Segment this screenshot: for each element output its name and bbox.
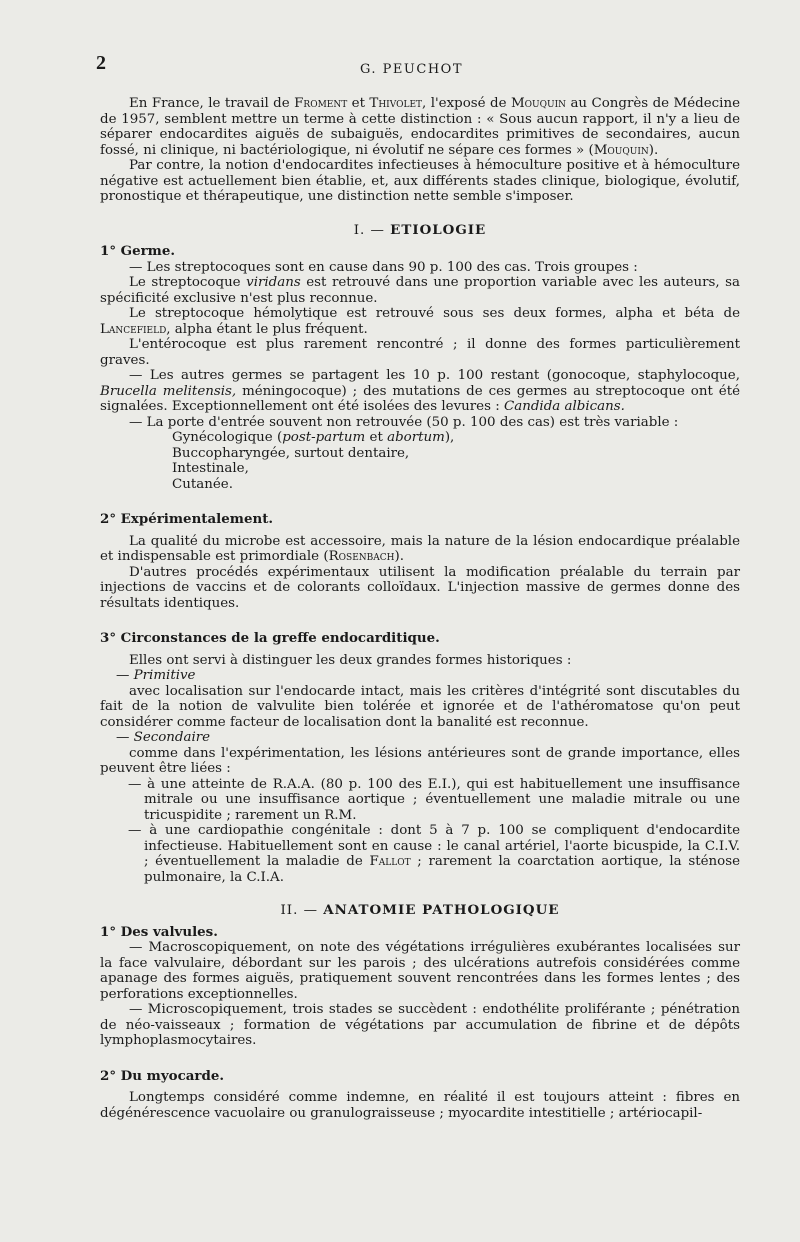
page-number: 2 [96, 52, 106, 74]
form-label-secondaire: — Secondaire [116, 730, 211, 745]
dash-item: — à une cardiopathie congénitale : dont 5 à 7 p. 100 se compliquent d'endocardite infectieuse. Habituellement sont en cause : le canal artériel, l'aorte bicuspide, la C.I.V. ; éventuellement la maladie de Fallot ; rarement la coarctation aortique, la sténose pulmonaire, la C.I.A. [128, 823, 740, 885]
author-name: Mouquin [510, 96, 567, 111]
intro-paragraph-2: Par contre, la notion d'endocardites infectieuses à hémoculture positive et à hémoculture négative est actuellement bien établie, et, aux différents stades clinique, biologique, évolutif, pronostique et thérapeutique, une distinction nette semble s'imposer. [100, 158, 740, 204]
subsection-heading: 2° Du myocarde. [100, 1067, 224, 1084]
paragraph: avec localisation sur l'endocarde intact, mais les critères d'intégrité sont discutables du fait de la notion de valvulite bien tolérée et ignorée et de l'athéromatose qu'on peut considérer comme facteur de localisation dont la banalité est reconnue. [100, 683, 740, 730]
list-item: Buccopharyngée, surtout dentaire, [172, 445, 410, 461]
dash-item: — à une atteinte de R.A.A. (80 p. 100 des E.I.), qui est habituellement une insuffisance mitrale ou une insuffisance aortique ; éventuellement une maladie mitrale ou une tricuspidite ; rarement un R.M. [128, 776, 740, 823]
paragraph: L'entérocoque est plus rarement rencontré ; il donne des formes particulièrement graves. [100, 337, 740, 368]
section-title: II. — ANATOMIE PATHOLOGIQUE [280, 902, 560, 918]
subsection-heading: 1° Germe. [100, 243, 176, 259]
entry-list [100, 430, 740, 492]
paragraph: — La porte d'entrée souvent non retrouvée (50 p. 100 des cas) est très variable : [129, 414, 679, 430]
section-title: I. — ETIOLOGIE [353, 221, 487, 238]
paragraph: Le streptocoque viridans est retrouvé dans une proportion variable avec les auteurs, sa spécificité exclusive n'est plus reconnue. [100, 275, 741, 306]
list-item: Intestinale, [172, 461, 249, 476]
paragraph: D'autres procédés expérimentaux utilisent la modification préalable du terrain par injections de vaccins et de colorants colloïdaux. L'injection massive de germes donne des résultats identiques. [100, 564, 740, 611]
paragraph: — Les streptocoques sont en cause dans 90 p. 100 des cas. Trois groupes : [129, 259, 638, 275]
paragraph: Longtemps considéré comme indemne, en réalité il est toujours atteint : fibres en dégénérescence vacuolaire ou granulograisseuse ; myocardite intestitielle ; artériocapil- [100, 1090, 740, 1121]
subsection-heading: 1° Des valvules. [100, 923, 218, 940]
author-name: Froment [294, 96, 348, 111]
subsection-heading: 3° Circonstances de la greffe endocarditique. [100, 630, 440, 646]
intro-paragraph-1: En France, le travail de Froment et Thivolet, l'exposé de Mouquin au Congrès de Médecine de 1957, semblent mettre un terme à cette distinction : « Sous aucun rapport, il n'y a lieu de séparer endocardites aiguës de subaiguës, endocardites primitives de secondaires, aucun fossé, ni clinique, ni bactériologique, ni évolutif ne sépare ces formes » (Mouquin). [100, 96, 741, 158]
author-name: Fallot [369, 854, 411, 869]
paragraph: — Les autres germes se partagent les 10 p. 100 restant (gonocoque, staphylocoque, Brucella melitensis, méningocoque) ; des mutations de ces germes au streptocoque ont été signalées. Exceptionnellement ont été isolées des levures : Candida albicans. [100, 368, 740, 414]
form-label-primitive: — Primitive [116, 668, 196, 683]
page-header [96, 52, 740, 80]
paragraph: Le streptocoque hémolytique est retrouvé sous ses deux formes, alpha et béta de Lancefield, alpha étant le plus fréquent. [100, 306, 740, 337]
paragraph: — Microscopiquement, trois stades se succèdent : endothélite proliférante ; pénétration de néo-vaisseaux ; formation de végétations par accumulation de fibrine et de dépôts lymphoplasmocytaires. [100, 1002, 740, 1048]
author-name: Lancefield [100, 321, 167, 337]
paragraph: Elles ont servi à distinguer les deux grandes formes historiques : [129, 652, 572, 668]
author-name: Mouquin [593, 142, 649, 158]
list-item: Cutanée. [172, 476, 233, 492]
paragraph: La qualité du microbe est accessoire, mais la nature de la lésion endocardique préalable et indispensable est primordiale (Rosenbach). [100, 533, 740, 564]
running-head: G. PEUCHOT [360, 62, 463, 77]
paragraph: comme dans l'expérimentation, les lésions antérieures sont de grande importance, elles peuvent être liées : [100, 745, 740, 776]
subsection-heading: 2° Expérimentalement. [100, 511, 274, 527]
author-name: Thivolet [369, 96, 423, 111]
list-item: Gynécologique (post-partum et abortum), [172, 430, 455, 445]
page-body [100, 96, 740, 1121]
paragraph: — Macroscopiquement, on note des végétations irrégulières exubérantes localisées sur la face valvulaire, débordant sur les parois ; des ulcérations autrefois considérées comme apanage des formes aiguës, pratiquement souvent rencontrées dans les formes lentes ; des perforations exceptionnelles. [100, 940, 740, 1002]
author-name: Rosenbach [328, 549, 395, 564]
